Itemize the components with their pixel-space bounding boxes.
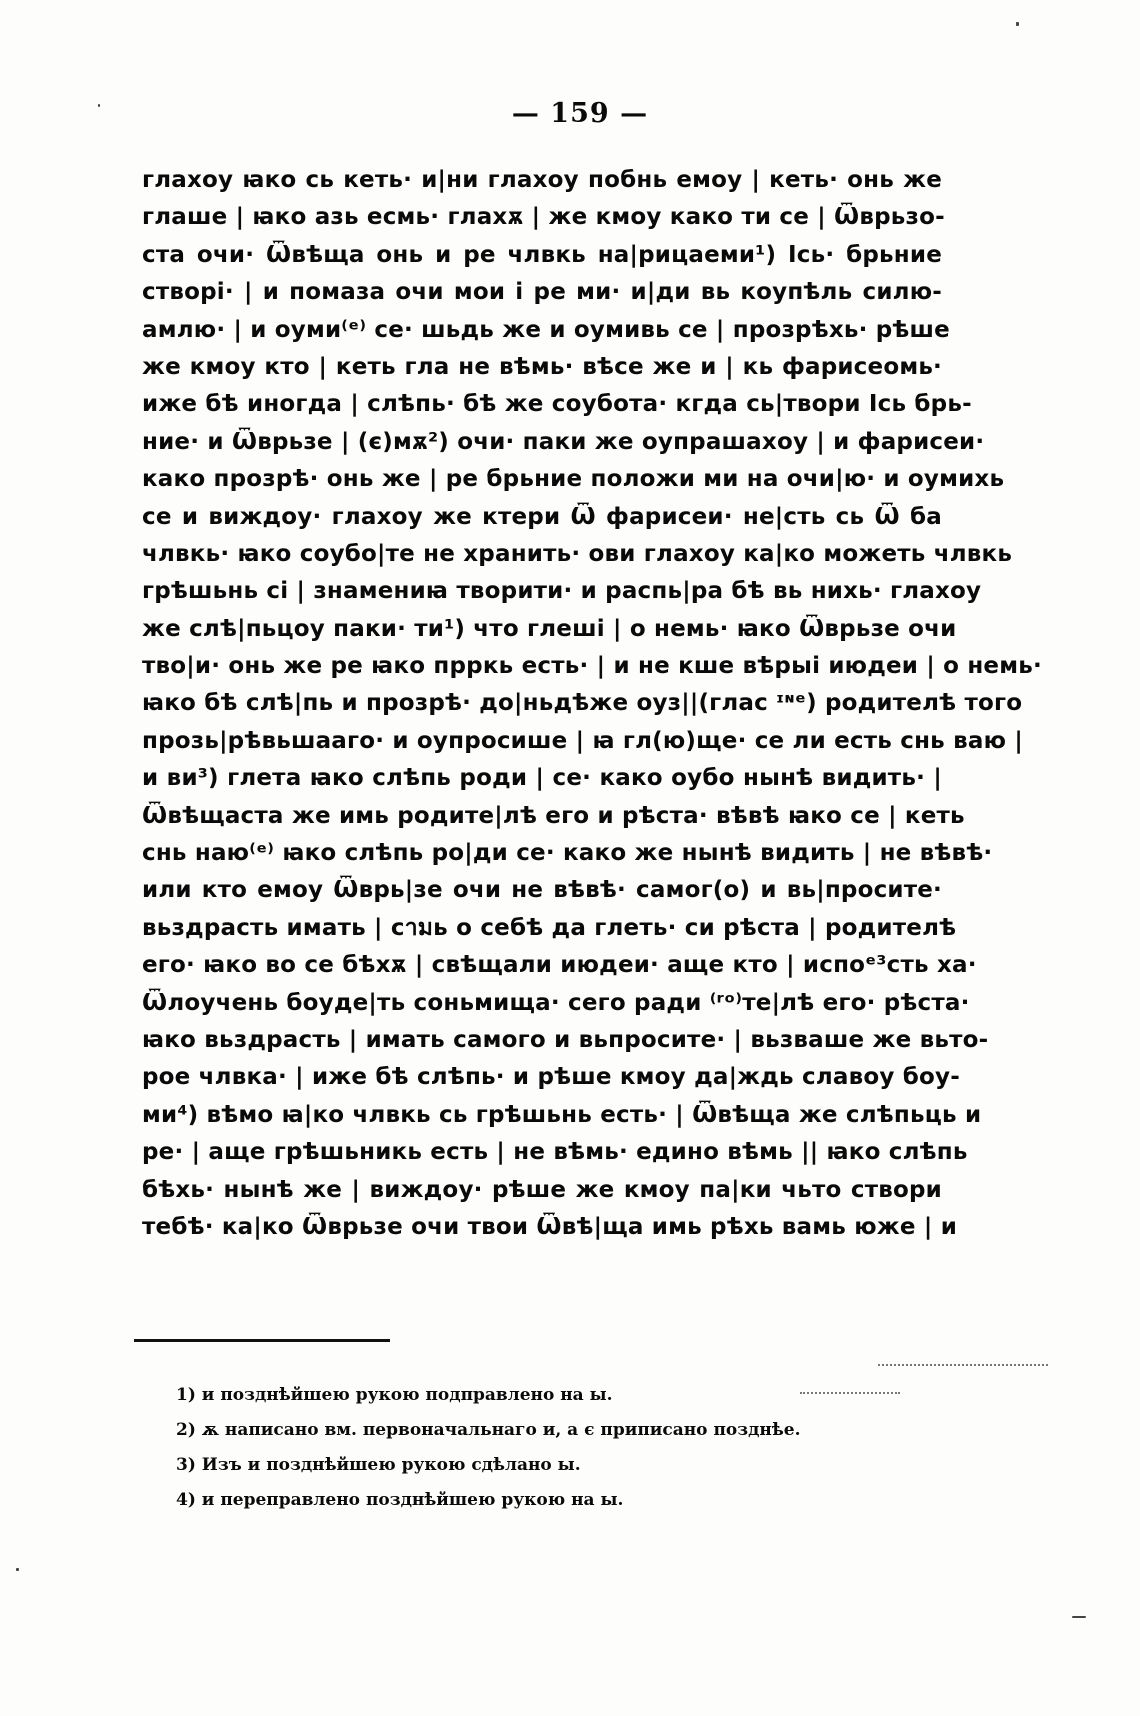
scan-speck <box>98 104 100 107</box>
text-line: вьздрасть имать | сามь о себѣ да глеть· си рѣста | родителѣ <box>142 914 957 941</box>
scan-noise <box>878 1364 1048 1367</box>
page-number: — 159 — <box>511 98 649 129</box>
text-line: ре· | аще грѣшьникь есть | не вѣмь· едино вѣмь || ꙗко слѣпь <box>142 1139 968 1166</box>
text-line: или кто емоу Ѿврь|зе очи не вѣвѣ· самог(о) и вь|просите· <box>142 877 942 904</box>
footnotes <box>176 1378 896 1518</box>
scan-speck <box>1016 22 1019 26</box>
scan-speck <box>1072 1616 1086 1618</box>
text-line: его· ꙗко во се бѣхѫ | свѣщали июдеи· аще кто | испоᵉ³сть ха· <box>142 952 977 979</box>
text-line: прозь|рѣвьшааго· и оупросише | ꙗ гл(ю)ще· се ли есть снь ваю | <box>142 727 1023 754</box>
scan-speck <box>16 1568 19 1571</box>
text-line: ꙗко бѣ слѣ|пь и прозрѣ· до|ньдѣже оуз||(глас ᶦᶰᵉ) родителѣ того <box>142 690 1023 717</box>
text-line: амлю· | и оуми⁽ᵉ⁾ се· шьдь же и оумивь се | прозрѣхь· рѣше <box>142 316 950 343</box>
scan-noise <box>800 1392 900 1395</box>
text-line: глаше | ꙗко азь есмь· глахѫ | же кмоу како ти се | Ѿврьзо- <box>142 204 945 231</box>
text-line: ꙗко вьздрасть | имать самого и вьпросите· | вьзваше же вьто- <box>142 1026 989 1053</box>
text-line: ста очи· Ѿвѣща онь и ре члвкь на|рицаеми¹) Ісь· брьние <box>142 241 942 268</box>
footnote: 2) ѫ написано вм. первоначальнаго и, а є приписано позднѣе. <box>176 1420 801 1440</box>
footnote: 3) Изъ и позднѣйшею рукою сдѣлано ы. <box>176 1455 581 1475</box>
text-line: грѣшьнь сі | знамениꙗ творити· и распь|ра бѣ вь нихь· глахоу <box>142 578 982 605</box>
text-line: Ѿлоучень боуде|ть соньмища· сего ради ⁽ʳᵒ⁾те|лѣ его· рѣста· <box>142 989 970 1016</box>
text-line: ми⁴) вѣмо ꙗ|ко члвкь сь грѣшьнь есть· | Ѿвѣща же слѣпьць и <box>142 1101 982 1128</box>
text-line: же кмоу кто | кеть гла не вѣмь· вѣсе же и | кь фарисеомь· <box>142 353 942 380</box>
text-line: се и виждоу· глахоу же ктери Ѿ фарисеи· не|сть сь Ѿ ба <box>142 503 942 530</box>
footnote: 1) и позднѣйшею рукою подправлено на ы. <box>176 1385 613 1405</box>
text-line: тво|и· онь же ре ꙗко прркь есть· | и не кше вѣрыі июдеи | о немь· <box>142 653 1042 680</box>
text-line: глахоу ꙗко сь кеть· и|ни глахоу побнь емоу | кеть· онь же <box>142 167 942 193</box>
footnote: 4) и переправлено позднѣйшею рукою на ы. <box>176 1490 624 1510</box>
text-line: како прозрѣ· онь же | ре брьние положи ми на очи|ю· и оумихь <box>142 466 1005 493</box>
text-line: иже бѣ иногда | слѣпь· бѣ же соубота· кгда сь|твори Ісь брь- <box>142 391 972 418</box>
text-line: тебѣ· ка|ко Ѿврьзе очи твои Ѿвѣ|ща имь рѣхь вамь юже | и <box>142 1213 958 1240</box>
text-line: бѣхь· нынѣ же | виждоу· рѣше же кмоу па|ки чьто створи <box>142 1176 942 1203</box>
footnote-separator-rule <box>134 1339 390 1342</box>
text-line: рое члвка· | иже бѣ слѣпь· и рѣше кмоу да|ждь славоу боу- <box>142 1064 960 1091</box>
text-line: снь наю⁽ᵉ⁾ ꙗко слѣпь ро|ди се· како же нынѣ видить | не вѣвѣ· <box>142 840 993 867</box>
text-line: и ви³) глета ꙗко слѣпь роди | се· како оубо нынѣ видить· | <box>142 765 942 792</box>
main-text <box>142 162 1042 1246</box>
text-line: ние· и Ѿврьзе | (є)мѫ²) очи· паки же оупрашахоу | и фарисеи· <box>142 428 985 455</box>
text-line: члвкь· ꙗко соубо|те не хранить· ови глахоу ка|ко можеть члвкь <box>142 540 1013 567</box>
text-line: створі· | и помаза очи мои і ре ми· и|ди вь коупѣль силю- <box>142 279 942 306</box>
text-line: Ѿвѣщаста же имь родите|лѣ его и рѣста· вѣвѣ ꙗко се | кеть <box>142 802 965 829</box>
text-line: же слѣ|пьцоу паки· ти¹) что глеші | о немь· ꙗко Ѿврьзе очи <box>142 615 957 642</box>
